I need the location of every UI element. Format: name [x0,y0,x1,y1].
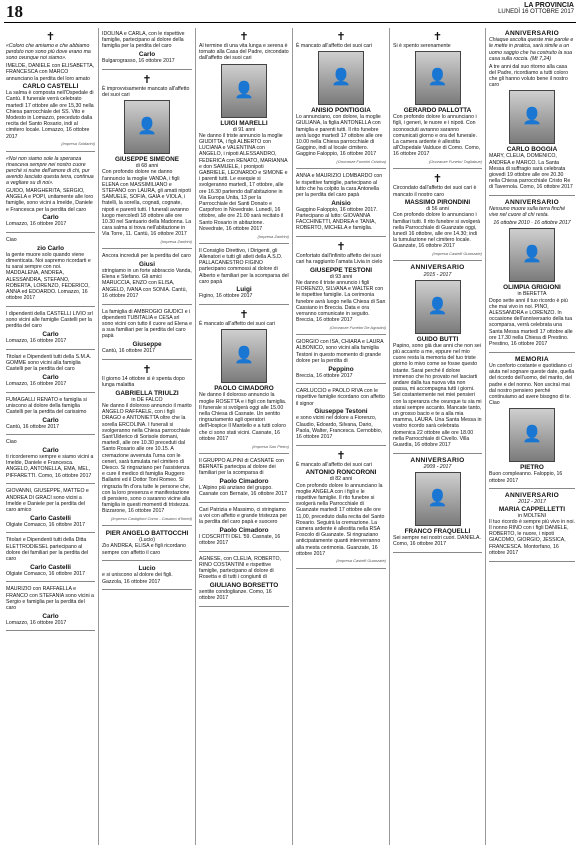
column-divider [389,28,390,845]
issue-date: LUNEDÌ 16 OTTOBRE 2017 [498,9,574,15]
notice-details: Ne danno il triste annuncio la moglie GIUDITTA, i figli ALBERTO con LUCIANA e VALENTINA con ANGELO, i nipoti ALESSANDRO, FEDERICA con RENATO, MARIANNA e don SAMUELE, i pronipoti GABRIELE, LEONARDO e SIMONE e i parenti tutti. Le esequie si svolgeranno martedì, 17 ottobre, alle ore 16.30 partendo dall'abitazione in Via Europa Unita, 13 per la Parrocchiale dei Santi Donato e Carpoforo in Novedrate. Lunedì, 16 ottobre, alle ore 21.00 sarà recitato il Santo Rosario in abitazione. Novedrate, 16 ottobre 2017 [199,132,288,232]
deceased-name: OLIMPIA GRIGIONI [503,284,561,292]
obituary-notice [6,394,95,436]
notice-text: È mancato all'affetto dei suoi cari [199,321,275,328]
person-icon: 👤 [427,297,448,315]
obituary-notice [199,306,289,454]
notice-details: Sei sempre nei nostri cuori. DANIELA. Como, 16 ottobre 2017 [393,535,481,548]
portrait-photo [124,100,170,154]
notice-text: Un conforto costante e quotidiano ci aiuta nel sognare queste date, quella del ricordo dell'uomo, del marito, del padre e del nonno. Non usciraì mai dal nostro pensiero perché continuiamo ad avere bisogno di te. Ciao [489,362,575,407]
notice-details: Cantù, 16 ottobre 2017 [102,348,156,355]
newspaper-name: LA PROVINCIA [524,2,574,9]
obituary-notice [199,28,289,244]
funeral-home: (Onoranze Funebri Cristina) [336,159,386,165]
obituary-notice [199,245,289,305]
column-2 [102,28,192,845]
notice-details: Ne danno il triste annuncio i figli FIORENZO, SILVANA e WALTER con le rispettive famiglie. La cerimonia funebre avrà luogo nella Chiesa di San Cassiano in Breccia. Data e ora verranno comunicate in seguito. Breccia, 16 ottobre 2017 [296,280,386,324]
cross-icon: ✝ [336,30,346,43]
funeral-home: (Impresa Soldarini) [61,141,95,147]
quote-text: «Coloro che amiamo e che abbiamo perduto non sono più dove erano ma sono ovunque noi siamo». [6,43,91,62]
notice-details: Ne danno il doloroso annuncio il marito ANGELO RAFFAELE, con i figli DRAGO e ANTONIETTA oltre che la sorella ERCOLINA. I funerali si svolgeranno nella Chiesa parrocchiale Sant'Ulderico di Sorisole domani, martedì, alle ore 10.30 preceduti dal Santo Rosario alle ore 10.15. A cremazione avvenuta l'urna con le ceneri, sarà tumulata nel cimitero di Diesco. Si ringraziano per l'assistenza e cure il medico di famiglia Ruggero Ballarini ed il Dottor Toni Romeo. Si ringrazia fin d'ora tutte le persone che, con la loro presenza e manifestazione di pensiero, sono o saranno vicine alla famiglia in questi momenti di tristezza. Bizzarone, 16 ottobre 2017 [102,402,192,515]
obituary-notice [6,534,95,582]
deceased-name: CARLO CASTELLI [22,83,79,91]
person-icon: 👤 [522,108,542,126]
deceased-name: Carlo Castelli [30,514,71,522]
deceased-name: PIER ANGELO BATTOCCHI [105,530,189,538]
deceased-name: GIULIANO BORSETTO [209,582,279,590]
column-divider [292,28,293,845]
person-icon: 👤 [427,69,448,87]
obituary-notice [102,28,192,70]
notice-details: e si uniscono al dolore dei figli. Gazzola, 16 ottobre 2017 [102,572,173,585]
deceased-age: in DE FALCO [131,396,163,403]
obituary-notice [102,361,192,526]
page-number: 18 [6,2,23,21]
notice-details: Lomazzo, 16 ottobre 2017 [6,380,67,387]
cross-icon: ✝ [45,30,56,43]
notice-details: I COSCRITTI DEL '59. Casnate, 16 ottobre 2017 [199,533,281,547]
notice-details: sentite condoglianze. Como, 16 ottobre 2017 [199,589,272,602]
page-header [0,0,580,26]
funeral-home: (Onoranze Funebri Tagliabue) [428,159,482,165]
notice-text: MAURIZIO con RAFFAELLA e FRANCO con STEFANIA sono vicini a Sergio e famiglia per la perdita del caro [6,586,94,611]
notice-text: Titolari e Dipendenti tutti della Ditta ELETTRODIESEL partecipano al dolore dei familiari per la perdita del caro [6,537,89,562]
notice-details: La salma è composta nell'Ospedale di Cantù. Il funerale verrà celebrato martedì 17 ottobre alle ore 15,30 nella Chiesa parrocchiale dei SS. Vito e Modesto in Lomazzo, preceduto dalla recita del Santo Rosario, indi al cimitero locale. Lomazzo, 16 ottobre 2017 [6,90,94,140]
notice-text: GUIDO, MARGHERITA, SERGIO, ANGELA e POPI, unitamente alle loro famiglie, sono vicini a Imelde, Daniele e Francesca per la perdita del caro [6,188,94,213]
notice-details: ti ricorderemo sempre e siamo vicini a Imelde, Daniele e Francesca. ANGELO, ANTONELLA, EMA, MEL, PIFFARETTI. Como, 16 ottobre 2017 [6,454,94,479]
deceased-name: Carlo [42,214,59,222]
notice-details: Lomazzo, 16 ottobre 2017 [6,221,67,228]
deceased-name: ANISIO PONTIGGIA [311,107,371,115]
person-icon: 👤 [234,81,254,99]
deceased-name: GERARDO PALLOTTA [403,107,472,115]
cross-icon: ✝ [239,30,249,43]
notice-details: Gaggino Faloppio, 16 ottobre 2017. Partecipano al lutto: GIOVANNA FACCHINETTI, ANDREA e TANIA, ROBERTO, MICHELA e famiglia. [296,206,378,232]
notice-text: A tre anni dal suo ritorno alla casa del Padre, ricordiamo a tutti coloro che gli hanno voluto bene il nostro caro [489,63,569,89]
obituary-notice [393,170,482,261]
quote-text: Nessuno muore sulla terra finché vive nel cuore di chi resta. [489,206,566,219]
obituary-notice [296,336,386,384]
obituary-notice [102,306,192,360]
obituary-notice [6,28,95,152]
funeral-home: (Onoranze Funebri De Agostini) [329,324,386,330]
funeral-home: (Impresa Castelli Guanzate) [336,558,386,564]
portrait-photo [318,51,364,105]
deceased-name: MARIA CAPPELLETTI [498,505,566,513]
deceased-name: MASSIMO PIRONDINI [404,199,471,207]
person-icon: 👤 [427,490,448,508]
portrait-photo [415,280,461,334]
deceased-name: Carlo [138,51,156,59]
funeral-home: (Impresa Castiglioni Como - Casaoro d'Ilmed) [110,516,192,522]
notice-text: Ancora increduli per la perdita del caro [102,253,191,260]
notice-text: Circondato dall'affetto dei suoi cari è mancato il nostro caro [393,185,477,198]
funeral-home: (Impresa Castelli Guanzate) [432,251,482,257]
column-3 [199,28,289,845]
notice-details: Cantù, 16 ottobre 2017 [6,423,60,430]
obituary-notice [296,28,386,169]
obituary-notice [6,308,95,350]
notice-details: Lomazzo, 16 ottobre 2017 [6,619,67,626]
column-5 [393,28,482,845]
deceased-age: di 93 anni [329,273,353,280]
cross-icon: ✝ [142,362,152,376]
obituary-notice [6,153,95,234]
notice-text: È improvvisamente mancato all'affetto dei suoi cari [102,85,190,99]
deceased-age: in MOLTENI [517,512,547,519]
person-icon: 👤 [522,246,542,264]
obituary-notice [489,354,575,490]
deceased-name: PIETRO [520,464,544,472]
deceased-age: di 82 anni [329,476,353,483]
notice-details: Zio ANDREA, ELISA e figli ricordano sempre con affetto il caro [102,543,186,556]
cross-icon: ✝ [432,30,443,43]
notice-details: la gente muore solo quando viene dimenticata. Noi sapremo ricordarti e tu sarai sempre con noi. MADDALENA, ANDREA, ALESSANDRA, STEFANO, ROBERTA, LORENZO, FEDERICO, ANNA ed EDOARDO. Lomazzo, 16 ottobre 2017 [6,251,91,302]
notice-details: Lomazzo, 16 ottobre 2017 [6,338,67,345]
column-divider [98,28,99,845]
notice-text: Il giorno 14 ottobre si è spenta dopo lunga malattia [102,375,185,388]
obituary-notice [102,562,192,590]
obituary-notice [393,455,482,553]
deceased-age: di 56 anni [426,206,449,213]
notice-details: Con profondo dolore lo annunciano i figli, i generi, le nuore e i nipoti. Con sconosciuti avranno saranno comunicati giorno e ora del funerale. La camera ardente è allestita all'Ospedale Valduce di Como. Como, 16 ottobre 2017 [393,114,481,158]
cross-icon: ✝ [239,308,249,322]
notice-text: Ciao [6,237,17,244]
notice-details: L'Alpino più anziano del gruppo. Casnate con Bernate, 16 ottobre 2017 [199,484,287,498]
funeral-home: (Impresa Zanfrini) [160,239,192,245]
portrait-photo [509,228,555,282]
deceased-name: Giusi [139,261,155,269]
notice-details: MARY, CLELIA, DOMENICO, ANDREA e MARCO. La Santa Messa di suffragio sarà celebrata giovedì 19 ottobre alle ore 20.30 nella Chiesa parrocchiale Cristo Re di Tavernola. Como, 16 ottobre 2017 [489,153,573,191]
deceased-name: GIUSEPPE SIMEONE [115,156,179,164]
obituary-notice [393,28,482,169]
column-1 [6,28,95,845]
notice-text: Titolari e Dipendenti tutti della S.M.A. GOMME sono vicini alla famiglia Castelli per la perdita del caro [6,353,92,373]
notice-details: Olgiate Comasco, 16 ottobre 2017 [6,570,86,577]
notice-text: È mancato all'affetto dei suoi cari [296,43,372,49]
deceased-name: Giuseppe Testoni [314,408,368,416]
cross-icon: ✝ [142,72,152,86]
deceased-name: ANTONIO RONCORONI [305,469,377,477]
obituary-notice [296,170,386,237]
notice-details: Breccia, 16 ottobre 2017 [296,372,353,379]
deceased-name: GABRIELLA TRIULZI [115,389,179,397]
notice-details: Ne danno il doloroso annuncio la moglie ROSETTA e i figli con famiglia. Il funerale si svolgerà oggi alle 15.00 nella Chiesa di Casnate. Un sentito ringraziamento agli operatori dell'Hospice Il Mantello e a tutti coloro che ci sono stati vicini. Casnate, 16 ottobre 2017 [199,392,287,442]
obituary-notice [199,455,289,503]
notice-details: Con profondo dolore ne danno l'annuncio la moglie VANDA, i figli ELENA con MASSIMILIANO e STEFANO con LAURA, gli amati nipoti SAMUELE, SOFIA, GAIA e VIOLA, i fratelli, la sorella, cognati, cognate, nipoti e parenti tutti. I funerali avranno luogo mercoledì 18 ottobre alle ore 10.30 nel Santuario della Madonna. La cara salma si trova nell'abitazione in Via Torre, 11. Cantù, 16 ottobre 2017 [102,169,192,238]
funeral-home: (Impresa San Pietro) [252,443,289,449]
notice-text: FUMAGALLI RENATO e famiglia si uniscono al dolore della famiglia Castelli per la perdita del carissimo [6,396,87,415]
notice-heading: ANNIVERSARIO [504,30,560,37]
notice-heading: ANNIVERSARIO [410,456,465,464]
notice-dates: 2009 - 2017 [423,463,452,470]
notice-details: e sono vicini nel dolore a Fiorenzo, Claudio, Edoardo, Silvana, Dario, Paola, Walter, Francesca. Cernobbio, 16 ottobre 2017 [296,415,383,440]
notice-text: Al termine di una vita lunga e serena è tornato alla Casa del Padre, circondato dall'affetto dei suoi cari [199,43,289,62]
obituary-notice [296,238,386,335]
notice-details: Papino, sono già due anni che non sei più accanto a me, eppure nel mio cuore resta la memoria del tuo triste giorno lo mivo come se fosse questo istante. Sarai perché il dolore immenso che ho provato nel lasciarti andare dalla tua nuova vita non passa, mi accompagna tutti i giorni. Sei costantemente nei miei pensieri con la speranza che ovunque tu sia mi starai sempre accanto. Mancate tanto, un grosso bacio e te a alla mia mamma, LAURA. Una Santa Messa in vostro ricordo sarà celebrata domenica 22 ottobre alle ore 18.00 nella Parrocchiale di Civello. Villa Guardia, 16 ottobre 2017 [393,342,482,449]
notice-dates: 2015 - 2017 [423,271,452,278]
obituary-notice [393,262,482,453]
deceased-name: Paolo Cimadoro [219,477,269,485]
person-icon: 👤 [331,69,351,87]
deceased-name: Giuseppe [132,341,162,349]
obituary-notice [102,250,192,304]
obituary-notice [489,28,575,196]
notice-details: Il tuo ricordo è sempre più vivo in noi. Il nonno RINO con i figli DANIELE, ROBERTO, le nuore, i nipoti GIACOMO, GIORGIO, JESSICA, FRANCESCA. Montorfano, 16 ottobre 2017 [489,518,575,556]
deceased-name: Carlo [42,416,59,424]
deceased-age: di 68 anni [135,163,159,170]
notice-details: Con profondo dolore lo annunciano la moglie ANGELA con i figli e le rispettive famiglie. Il rito funebre si svolgerà nella Parrocchiale di Guanzate martedì 17 ottobre alle ore 11,00, preceduto dalla recita del Santo Rosario. Seguirà la cremazione. La camera ardente è allestita nella RSA Foscolo di Guanzate. Si ringraziano anticipatamente quanti interverranno alla mesta cerimonia. Guanzate, 16 ottobre 2017 [296,482,385,557]
notice-details: Dopo sette anni il tuo ricordo è più che mai vivo in noi. PINO, ALESSANDRA e LORENZO. In occasione dell'anniversario della tua scomparsa, verrà celebrata una Santa Messa martedì 17 ottobre alle ore 17.30 nella Chiesa di Prestino. Prestino, 16 ottobre 2017 [489,297,573,347]
notice-dates: 16 ottobre 2010 · 16 ottobre 2017 [493,220,571,227]
obituary-notice [296,447,386,569]
obituary-notice [6,485,95,533]
obituary-notice [489,490,575,561]
notice-heading: ANNIVERSARIO [504,492,560,500]
deceased-name: Carlo [42,447,59,455]
deceased-age: (Lucio) [139,537,155,544]
notice-heading: ANNIVERSARIO [410,264,465,272]
deceased-name: Anisio [331,199,351,207]
column-divider [195,28,196,845]
notice-details: Bulgarograsso, 16 ottobre 2017 [102,58,175,65]
portrait-photo [415,51,461,105]
deceased-name: Carlo [42,331,59,339]
notice-text: ANNA e MAURIZIO LOMBARDO con le rispettive famiglie, partecipano al lutto che ha colpito la cara Antonella per la perdita del caro papà [296,173,383,198]
person-icon: 👤 [522,426,542,444]
deceased-name: Lucio [138,565,156,573]
obituary-notice [6,436,95,484]
deceased-name: zio Carlo [37,244,64,252]
obituary-notice [489,197,575,353]
obituary-notice [296,385,386,445]
notice-text: Si è spento serenamente [393,43,451,49]
notice-details: stringiamo in un forte abbraccio Vanda, Elena e Stefano. Gli amici MARUCCIA, ENZO con ELISA, ANGELO, IVANA con SONIA. Cantù, 16 ottobre 2017 [102,268,192,299]
notice-text: IDOLINA e CARLA, con le rispettive famiglie, partecipano al dolore della famiglia per la perdita del caro [102,31,185,50]
obituary-notice [102,527,192,561]
deceased-name: LUIGI MARELLI [220,119,268,127]
obituary-notice [199,504,289,552]
notice-text: AGNESE, con CLELIA, ROBERTO, RINO COSTANTINI e rispettive famiglie, partecipano al dolore di Rosetta e di tutti i congiunti di [199,555,281,581]
obituary-notice [6,234,95,307]
notice-text: GIOVANNI, GIUSEPPE, MATTEO e ANDREA DI GRACI sono vicini a Imelde e Daniele per la perdita del caro amico [6,488,89,513]
obituary-notice [6,583,95,631]
column-6 [489,28,575,845]
notice-details: Olgiate Comasco, 16 ottobre 2017 [6,521,86,528]
notice-text: I dipendenti della CASTELLI LIVIO srl sono vicini alle famiglie Castelli per la perdita del caro [6,310,93,330]
notice-details: Con profondo dolore lo annunciano i familiari tutti. Il rito funebre si svolgerà nella Parrocchiale di Guanzate oggi, lunedì 16 ottobre, alle ore 14.30; indi la tumulazione nel cimitero locale. Guanzate, 16 ottobre 2017 [393,212,481,250]
deceased-name: Carlo [42,373,59,381]
obituary-notice [102,71,192,250]
deceased-name: CARLO BOGGIA [506,146,558,154]
quote-text: «Noi non siamo sole la speranza rinasceva sempre nei nostro cuore perché si nutre dell'amore di chi, pur avendo lasciato questa terra, continua a vegliare su di noi». [6,155,94,187]
deceased-age: in BERETTA [517,291,547,298]
deceased-age: di 91 anni [232,126,256,133]
notice-details: Figino, 16 ottobre 2017 [199,293,253,300]
deceased-name: PAOLO CIMADORO [214,385,274,393]
notice-text: Cari Patrizia e Massimo, ci stringiamo a voi con affetto e grande tristezza per la perdita del caro papà e suocero [199,506,288,526]
deceased-name: Peppino [328,365,354,373]
notice-text: Il Consiglio Direttivo, i Dirigenti, gli Allenatori e tutti gli atleti della A.S.D. PALLACANESTRO FIGINO partecipano commossi al dolore di Alberto e familiari per la scomparsa del caro papà [199,247,289,285]
column-divider [485,28,486,845]
notice-details: Buon compleanno. Faloppio, 16 ottobre 2017 [489,471,563,484]
deceased-name: Carlo Castelli [30,563,71,571]
column-4 [296,28,386,845]
portrait-photo [221,64,267,118]
funeral-home: (Impresa Zanfrini) [257,233,289,239]
notice-text: IMELDE, DANIELE con ELISABETTA, FRANCESCA con MARCO annunciano la perdita del loro amato [6,63,95,82]
header-rule [4,22,576,23]
deceased-name: Luigi [236,286,252,294]
cross-icon: ✝ [336,239,346,253]
deceased-name: GIUSEPPE TESTONI [309,266,373,274]
notice-text: La famiglia di AMBROGIO GIUDICI e i dipendenti TUBITALIA e CESA srl sono vicini con tutto il cuore ad Elena e a sua familiari per la perdita del caro papà [102,308,192,340]
newspaper-masthead [498,2,574,16]
deceased-name: Carlo [42,612,59,620]
cross-icon: ✝ [336,448,346,462]
obituary-notice [199,553,289,607]
deceased-name: FRANCO FRAQUELLI [404,528,471,536]
portrait-photo [415,472,461,526]
notice-heading: ANNIVERSARIO [504,199,560,207]
obituary-notice [6,351,95,393]
notice-heading: MEMORIA [515,355,549,363]
notice-text: Confortato dall'infinito affetto dei suoi cari ha raggiunto l'amata Livia in cielo [296,252,383,266]
notice-dates: 2012 - 2017 [518,499,546,506]
notice-text: GIORGIO con ISA, CHIARA e LAURA ALBONICO, sono vicini alla famiglia Testoni in questo momento di grande dolore per la perdita di [296,339,384,364]
portrait-photo [509,408,555,462]
quote-text: Chiaque ascolta queste mie parole e le mette in pratica, sarà simile a un uomo saggio che ha costruito la sua casa sulla roccia. (Mt 7,24) [489,37,574,62]
notice-text: Ciao [6,439,17,446]
deceased-name: GUIDO BUTTI [416,335,459,343]
portrait-photo [221,329,267,383]
portrait-photo [509,90,555,144]
notice-text: Il GRUPPO ALPINI di CASNATE con BERNATE partecipa al dolore dei familiari per la scomparsa di [199,457,284,477]
person-icon: 👤 [234,347,254,365]
notice-details: Lo annunciano, con dolore, la moglie GIULIANA, la figlia ANTONELLA con famiglia e parenti tutti. Il rito funebre avrà luogo martedì 17 ottobre alle ore 10.00 nella Chiesa parrocchiale di Gaggino, indi al locale cimitero. Gaggino Faloppio, 16 ottobre 2017 [296,114,383,158]
cross-icon: ✝ [432,172,443,186]
notice-text: CARLUCCIO e PAOLO RIVA con le rispettive famiglie ricordano con affetto il signor [296,388,385,407]
person-icon: 👤 [137,118,157,136]
deceased-name: Paolo Cimadoro [219,526,269,534]
notice-text: È mancato all'affetto dei suoi cari [296,461,372,468]
